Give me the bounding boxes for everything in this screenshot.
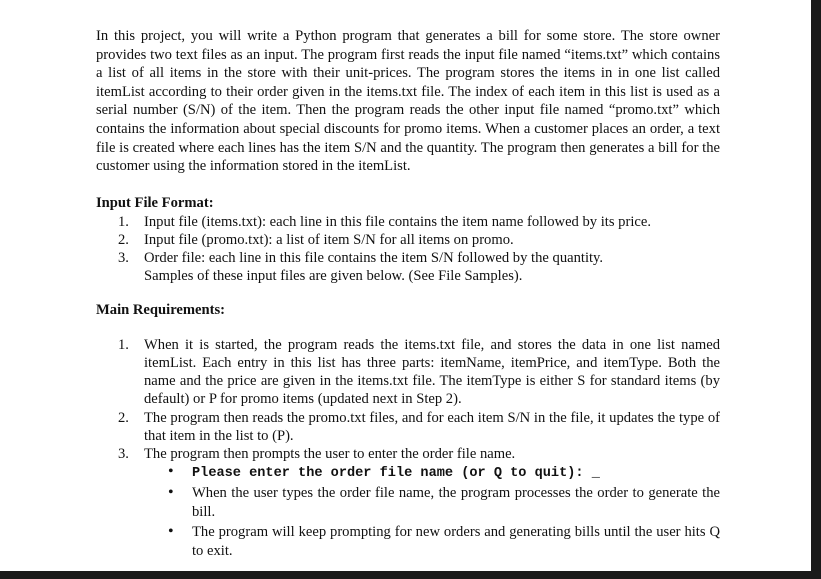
list-item-text: Input file (items.txt): each line in this file contains the item name followed by its price. <box>144 213 651 230</box>
viewer-right-edge <box>811 0 821 579</box>
sub-list-item <box>144 484 720 523</box>
console-prompt-text: Please enter the order file name (or Q to quit): _ <box>192 466 600 482</box>
list-item-text: Order file: each line in this file contains the item S/N followed by the quantity. <box>144 249 604 266</box>
bullet-icon: • <box>168 522 174 540</box>
list-item <box>96 445 720 562</box>
list-item <box>96 213 720 231</box>
intro-paragraph: In this project, you will write a Python program that generates a bill for some store. The store owner provides two text files as an input. The program first reads the input file named “items.txt” which contains a list of all items in the store with their unit-prices. The program stores the items in in one list called itemList according to their order given in the items.txt file. The index of each item in this list is used as a serial number (S/N) of the item. Then the program reads the other input file named “promo.txt” which contains the information about special discounts for promo items. When a customer places an order, a text file is created where each lines has the item S/N and the quantity. The program then generates a bill for the customer using the information stored in the itemList. <box>96 28 720 175</box>
list-number: 3. <box>118 445 129 462</box>
sub-list-item <box>144 523 720 562</box>
list-number: 1. <box>118 336 129 353</box>
list-item-text: Input file (promo.txt): a list of item S/N for all items on promo. <box>144 231 514 248</box>
input-format-list <box>96 213 720 285</box>
viewer-bottom-edge <box>0 571 821 579</box>
list-item <box>96 231 720 249</box>
list-item-text: The program then reads the promo.txt files, and for each item S/N in the file, it updates the type of that item in the list to (P). <box>144 409 720 444</box>
sub-bullet-list <box>144 463 720 562</box>
list-item <box>96 249 720 285</box>
requirements-list <box>96 336 720 562</box>
bullet-icon: • <box>168 463 174 481</box>
list-item <box>96 409 720 445</box>
list-number: 3. <box>118 249 129 266</box>
sub-item-text: The program will keep prompting for new orders and generating bills until the user hits Q to exit. <box>192 523 720 560</box>
bullet-icon: • <box>168 483 174 501</box>
samples-note: Samples of these input files are given below. (See File Samples). <box>144 267 523 284</box>
list-item <box>96 336 720 409</box>
list-number: 1. <box>118 213 129 230</box>
sub-item-text: When the user types the order file name, the program processes the order to generate the bill. <box>192 484 720 521</box>
list-number: 2. <box>118 409 129 426</box>
list-item-text: When it is started, the program reads the items.txt file, and stores the data in one list named itemList. Each entry in this list has three parts: itemName, itemPrice, and itemType. Both the name and the price are given in the items.txt file. The itemType is either S for standard items (by default) or P for promo items (updated next in Step 2). <box>144 336 720 408</box>
document-content <box>96 27 720 562</box>
input-format-heading: Input File Format: <box>96 194 214 211</box>
requirements-heading: Main Requirements: <box>96 301 226 318</box>
list-number: 2. <box>118 231 129 248</box>
list-item-text: The program then prompts the user to enter the order file name. <box>144 445 516 462</box>
sub-list-item <box>144 463 720 484</box>
